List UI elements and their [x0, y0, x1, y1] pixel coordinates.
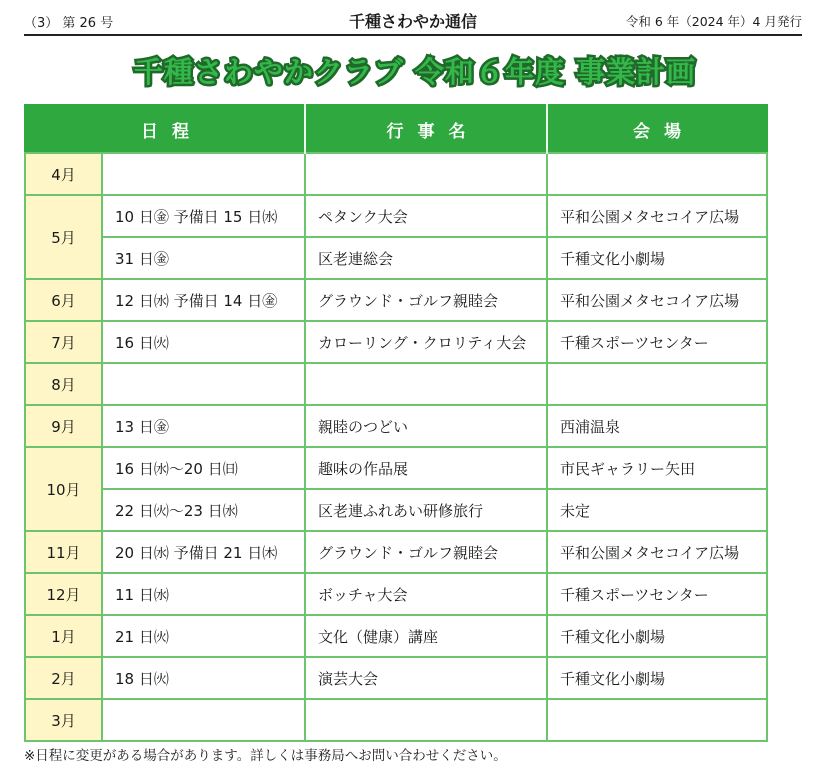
table-row	[25, 531, 767, 573]
month-cell: 9月	[25, 405, 102, 447]
table-row	[25, 657, 767, 699]
venue-cell: 千種文化小劇場	[547, 615, 767, 657]
venue-cell: 千種文化小劇場	[547, 657, 767, 699]
date-cell: 20 日㈬ 予備日 21 日㈭	[102, 531, 305, 573]
column-header-schedule: 日程	[25, 105, 305, 153]
month-cell: 8月	[25, 363, 102, 405]
date-cell: 22 日㈫～23 日㈬	[102, 489, 305, 531]
event-cell: 文化（健康）講座	[305, 615, 547, 657]
table-row	[25, 363, 767, 405]
venue-cell: 市民ギャラリー矢田	[547, 447, 767, 489]
date-cell: 12 日㈬ 予備日 14 日㊎	[102, 279, 305, 321]
table-row	[25, 573, 767, 615]
month-cell: 5月	[25, 195, 102, 279]
table-row	[25, 279, 767, 321]
venue-cell	[547, 699, 767, 741]
date-cell: 21 日㈫	[102, 615, 305, 657]
date-cell	[102, 363, 305, 405]
event-cell	[305, 363, 547, 405]
venue-cell	[547, 363, 767, 405]
page-header	[24, 8, 802, 36]
venue-cell: 千種スポーツセンター	[547, 321, 767, 363]
date-cell: 16 日㈬～20 日㈰	[102, 447, 305, 489]
table-row	[25, 699, 767, 741]
venue-cell: 平和公園メタセコイア広場	[547, 195, 767, 237]
venue-cell: 西浦温泉	[547, 405, 767, 447]
venue-cell: 千種文化小劇場	[547, 237, 767, 279]
venue-cell	[547, 153, 767, 195]
event-cell: ペタンク大会	[305, 195, 547, 237]
column-header-event: 行事名	[305, 105, 547, 153]
date-cell	[102, 153, 305, 195]
table-row	[25, 195, 767, 237]
date-cell: 11 日㈬	[102, 573, 305, 615]
month-cell: 2月	[25, 657, 102, 699]
event-cell: 区老連総会	[305, 237, 547, 279]
month-cell: 7月	[25, 321, 102, 363]
date-cell	[102, 699, 305, 741]
event-cell: グラウンド・ゴルフ親睦会	[305, 531, 547, 573]
month-cell: 12月	[25, 573, 102, 615]
issue-date: 令和 6 年（2024 年）4 月発行	[625, 14, 802, 29]
month-cell: 11月	[25, 531, 102, 573]
footer-note: ※日程に変更がある場合があります。詳しくは事務局へお問い合わせください。	[24, 748, 507, 764]
month-cell: 4月	[25, 153, 102, 195]
month-cell: 6月	[25, 279, 102, 321]
month-cell: 1月	[25, 615, 102, 657]
schedule-table	[24, 104, 768, 742]
table-row	[25, 153, 767, 195]
event-cell: 親睦のつどい	[305, 405, 547, 447]
venue-cell: 千種スポーツセンター	[547, 573, 767, 615]
column-header-venue: 会場	[547, 105, 767, 153]
plan-title: 千種さわやかクラブ 令和６年度 事業計画	[133, 55, 697, 89]
month-cell: 10月	[25, 447, 102, 531]
table-row	[25, 321, 767, 363]
date-cell: 31 日㊎	[102, 237, 305, 279]
venue-cell: 平和公園メタセコイア広場	[547, 531, 767, 573]
date-cell: 13 日㊎	[102, 405, 305, 447]
event-cell: 趣味の作品展	[305, 447, 547, 489]
table-header-row	[25, 105, 767, 153]
event-cell	[305, 153, 547, 195]
table-row	[25, 405, 767, 447]
issue-number: （3） 第 26 号	[24, 16, 114, 31]
newsletter-title: 千種さわやか通信	[348, 12, 477, 31]
table-row	[25, 489, 767, 531]
month-cell: 3月	[25, 699, 102, 741]
venue-cell: 未定	[547, 489, 767, 531]
event-cell	[305, 699, 547, 741]
event-cell: 演芸大会	[305, 657, 547, 699]
event-cell: カローリング・クロリティ大会	[305, 321, 547, 363]
event-cell: 区老連ふれあい研修旅行	[305, 489, 547, 531]
venue-cell: 平和公園メタセコイア広場	[547, 279, 767, 321]
table-row	[25, 615, 767, 657]
event-cell: ボッチャ大会	[305, 573, 547, 615]
table-row	[25, 237, 767, 279]
event-cell: グラウンド・ゴルフ親睦会	[305, 279, 547, 321]
date-cell: 16 日㈫	[102, 321, 305, 363]
date-cell: 18 日㈫	[102, 657, 305, 699]
table-row	[25, 447, 767, 489]
date-cell: 10 日㊎ 予備日 15 日㈬	[102, 195, 305, 237]
